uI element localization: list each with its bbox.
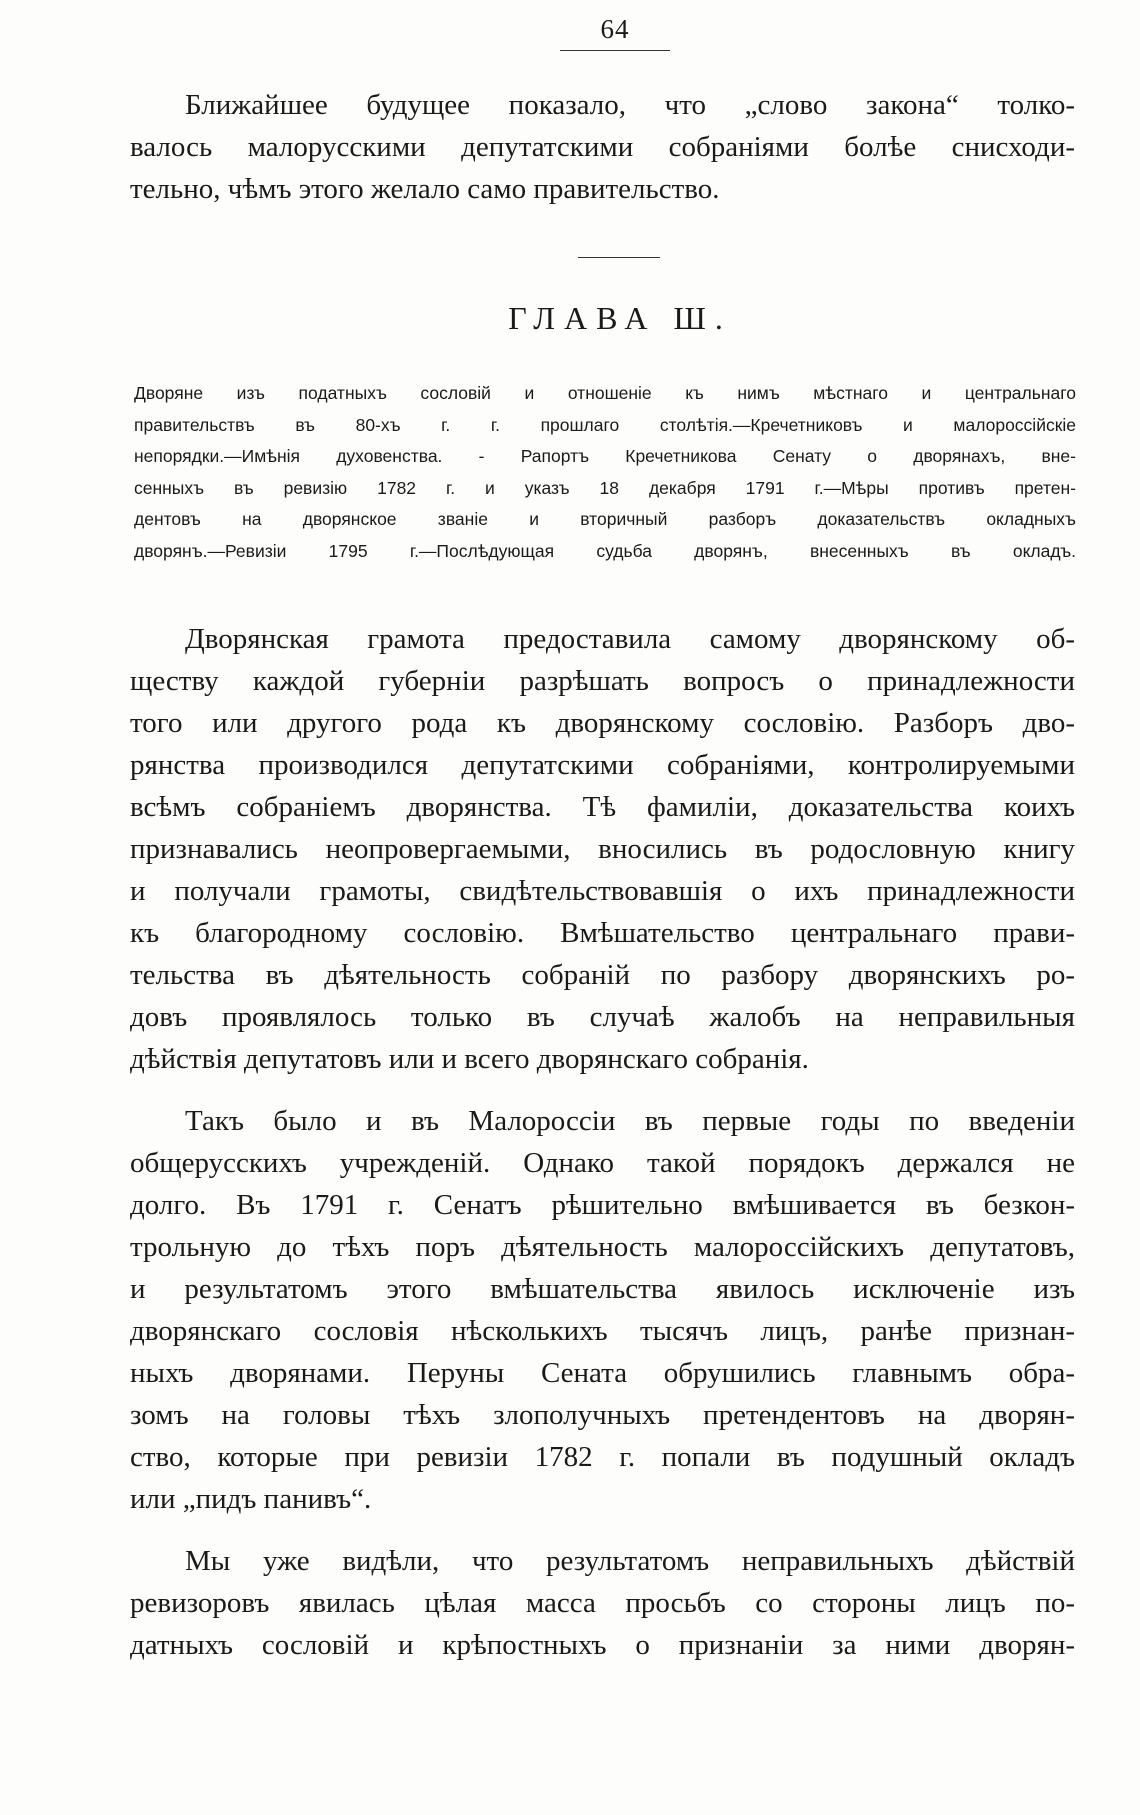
summary-line: Дворяне изъ податныхъ сословій и отношеніе къ нимъ мѣстнаго и центральнаго [134, 383, 1076, 403]
text-line: зомъ на головы тѣхъ злополучныхъ претендентовъ на дворян- [130, 1399, 1075, 1431]
intro-paragraph [130, 84, 1075, 210]
text-line: всѣмъ собраніемъ дворянства. Тѣ фамиліи, доказательства коихъ [130, 791, 1075, 823]
text-line: рянства производился депутатскими собраніями, контролируемыми [130, 749, 1075, 781]
text-line: датныхъ сословій и крѣпостныхъ о признаніи за ними дворян- [130, 1629, 1075, 1661]
text-line: Мы уже видѣли, что результатомъ неправильныхъ дѣйствій [185, 1545, 1075, 1577]
text-line: Ближайшее будущее показало, что „слово закона“ толко- [185, 89, 1075, 121]
text-line: Дворянская грамота предоставила самому дворянскому об- [185, 623, 1075, 655]
text-line: долго. Въ 1791 г. Сенатъ рѣшительно вмѣшивается въ безкон- [130, 1189, 1075, 1221]
chapter-summary [134, 378, 1076, 567]
text-line: къ благородному сословію. Вмѣшательство центральнаго прави- [130, 917, 1075, 949]
text-line: ство, которые при ревизіи 1782 г. попали въ подушный окладъ [130, 1441, 1075, 1473]
text-line: дворянскаго сословія нѣсколькихъ тысячъ лицъ, ранѣе признан- [130, 1315, 1075, 1347]
summary-line: правительствъ въ 80-хъ г. г. прошлаго столѣтія.—Кречетниковъ и малороссійскіе [134, 414, 1076, 435]
body-paragraph-3 [130, 1540, 1075, 1666]
page-number-rule [560, 50, 670, 51]
text-line: того или другого рода къ дворянскому сословію. Разборъ дво- [130, 707, 1075, 739]
text-line: дѣйствія депутатовъ или и всего дворянскаго собранія. [130, 1043, 809, 1075]
text-line: довъ проявлялось только въ случаѣ жалобъ на неправильныя [130, 1001, 1075, 1033]
chapter-title: ГЛАВА Ш. [508, 300, 732, 336]
body-paragraph-1 [130, 618, 1075, 1080]
summary-line: сенныхъ въ ревизію 1782 г. и указъ 18 декабря 1791 г.—Мѣры противъ претен- [134, 477, 1076, 498]
body-paragraph-2 [130, 1100, 1075, 1520]
text-line: ревизоровъ явилась цѣлая масса просьбъ со стороны лицъ по- [130, 1587, 1075, 1619]
text-line: общерусскихъ учрежденій. Однако такой порядокъ держался не [130, 1147, 1075, 1179]
text-line: и получали грамоты, свидѣтельствовавшія о ихъ принадлежности [130, 875, 1075, 907]
text-line: Такъ было и въ Малороссіи въ первые годы по введеніи [185, 1105, 1075, 1137]
text-line: трольную до тѣхъ поръ дѣятельность малороссійскихъ депутатовъ, [130, 1231, 1075, 1263]
text-line: ществу каждой губерніи разрѣшать вопросъ о принадлежности [130, 665, 1075, 697]
text-line: тельства въ дѣятельность собраній по разбору дворянскихъ ро- [130, 959, 1075, 991]
text-line: или „пидъ панивъ“. [130, 1483, 372, 1515]
summary-line: дентовъ на дворянское званіе и вторичный разборъ доказательствъ окладныхъ [134, 509, 1076, 529]
summary-line: дворянъ.—Ревизіи 1795 г.—Послѣдующая судьба дворянъ, внесенныхъ въ окладъ. [134, 540, 1076, 561]
text-line: и результатомъ этого вмѣшательства явилось исключеніе изъ [130, 1273, 1075, 1305]
page-number: 64 [600, 14, 630, 44]
text-line: валось малорусскими депутатскими собраніями болѣе снисходи- [130, 131, 1075, 163]
summary-line: непорядки.—Имѣнія духовенства. - Рапортъ Кречетникова Сенату о дворянахъ, вне- [134, 446, 1076, 466]
text-line: ныхъ дворянами. Перуны Сената обрушились главнымъ обра- [130, 1357, 1075, 1389]
text-line: тельно, чѣмъ этого желало само правительство. [130, 173, 720, 205]
text-line: признавались неопровергаемыми, вносились въ родословную книгу [130, 833, 1075, 865]
section-divider [578, 257, 660, 258]
